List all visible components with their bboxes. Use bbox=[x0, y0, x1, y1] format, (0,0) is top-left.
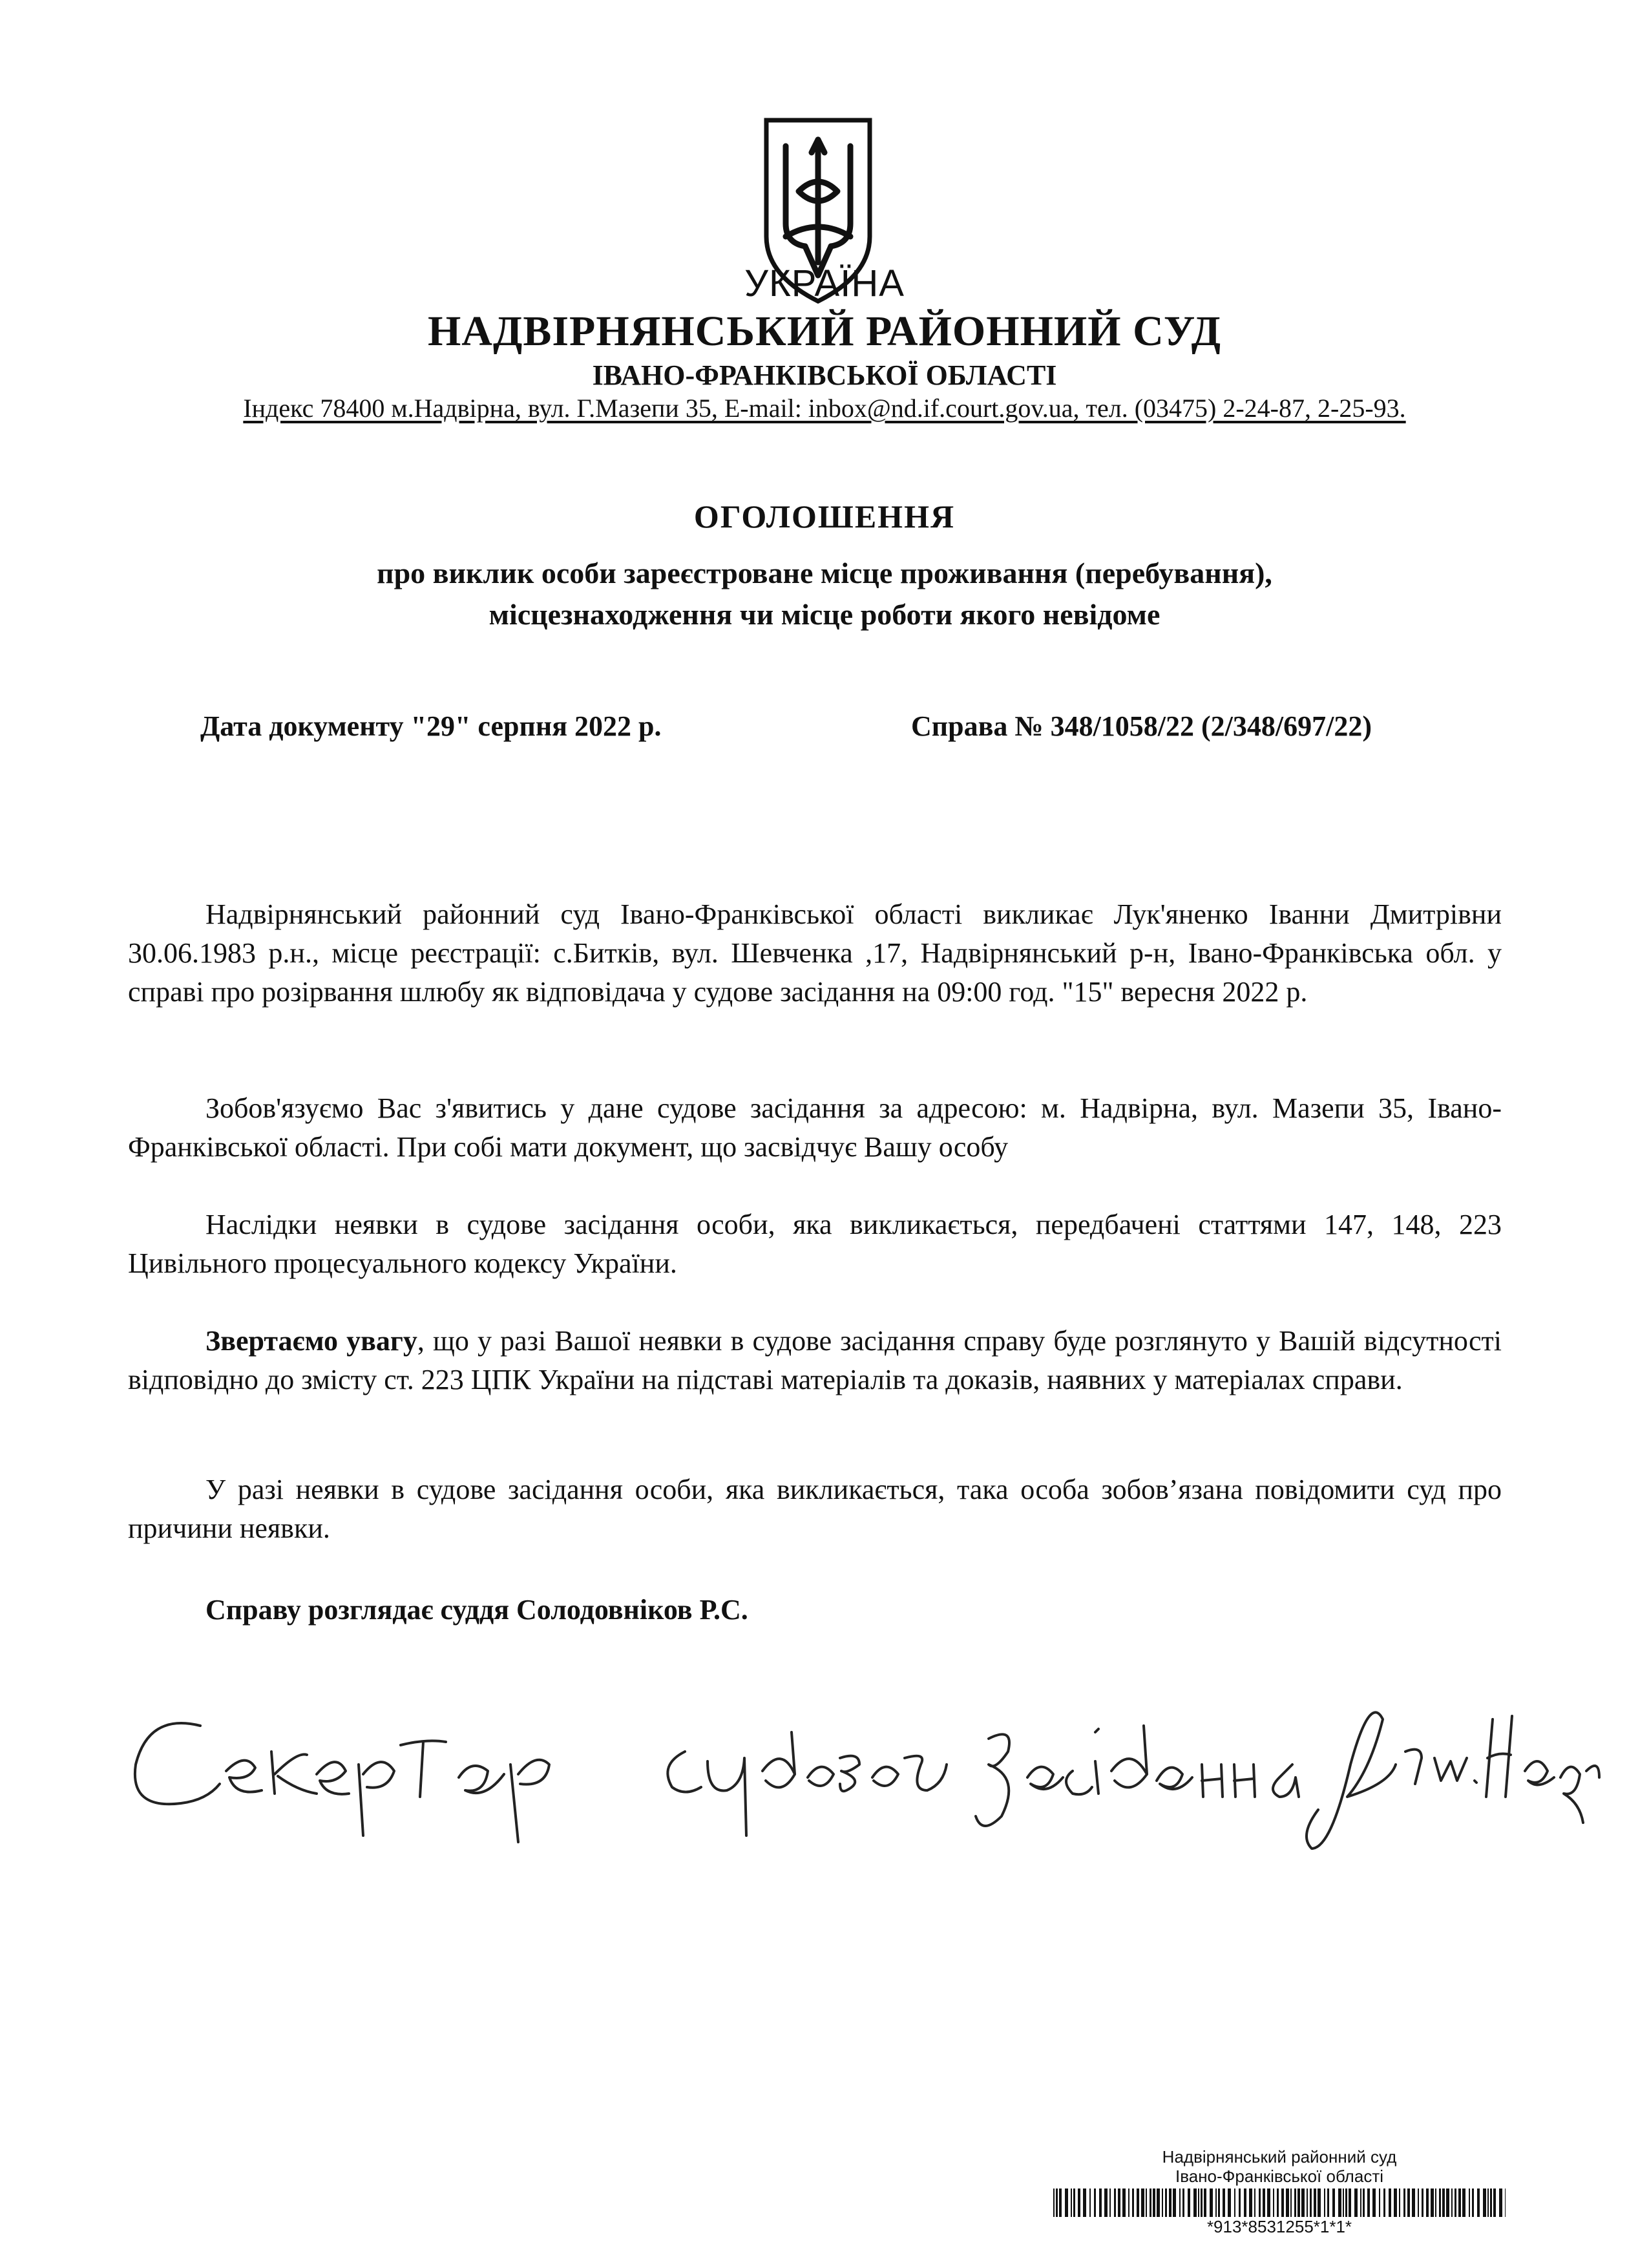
court-region: ІВАНО-ФРАНКІВСЬКОЇ ОБЛАСТІ bbox=[592, 359, 1057, 391]
court-contacts: Індекс 78400 м.Надвірна, вул. Г.Мазепи 35, E-mail: inbox@nd.if.court.gov.ua, тел. (03475) 2-24-87, 2-25-93. bbox=[243, 394, 1406, 423]
paragraph-obligation: Зобов'язуємо Вас з'явитись у дане судове засідання за адресою: м. Надвірна, вул. Мазепи 35, Івано-Франківської області. При собі мати документ, що засвідчує Вашу особу bbox=[128, 1092, 1502, 1163]
case-number: Справа № 348/1058/22 (2/348/697/22) bbox=[911, 710, 1372, 742]
barcode-number: *913*8531255*1*1* bbox=[1206, 2217, 1352, 2236]
judge-line: Справу розглядає суддя Солодовніков Р.С. bbox=[205, 1594, 748, 1626]
country-name: УКРАЇНА bbox=[744, 262, 905, 304]
paragraph-attention bbox=[128, 1322, 1502, 1399]
paragraph-consequences: Наслідки неявки в судове засідання особи, яка викликається, передбачені статтями 147, 148, 223 Цивільного процесуального кодексу України. bbox=[128, 1209, 1502, 1279]
attention-text: , що у разі Вашої неявки в судове засідання справу буде розглянуто у Вашій відсутності відповідно до змісту ст. 223 ЦПК України на підставі матеріалів та доказів, наявних у матеріалах справи. bbox=[128, 1325, 1502, 1395]
court-stamp bbox=[1047, 2147, 1512, 2186]
document-subtitle bbox=[0, 553, 1649, 635]
subtitle-line-2: місцезнаходження чи місце роботи якого невідоме bbox=[488, 598, 1161, 631]
document-title: ОГОЛОШЕННЯ bbox=[693, 498, 956, 535]
stamp-line-1: Надвірнянський районний суд bbox=[1162, 2147, 1397, 2167]
paragraph-notify: У разі неявки в судове засідання особи, яка викликається, така особа зобов’язана повідомити суд про причини неявки. bbox=[128, 1474, 1502, 1544]
document-date: Дата документу "29" серпня 2022 р. bbox=[200, 710, 662, 742]
court-name: НАДВІРНЯНСЬКИЙ РАЙОННИЙ СУД bbox=[427, 308, 1222, 355]
subtitle-line-1: про виклик особи зареєстроване місце проживання (перебування), bbox=[377, 556, 1272, 589]
attention-label: Звертаємо увагу bbox=[205, 1325, 417, 1357]
stamp-line-2: Івано-Франківської області bbox=[1175, 2167, 1384, 2186]
paragraph-summons: Надвірнянський районний суд Івано-Франківської області викликає Лук'яненко Іванни Дмитрівни 30.06.1983 р.н., місце реєстрації: с.Битків, вул. Шевченка ,17, Надвірнянський р-н, Івано-Франківська обл. у справі про розірвання шлюбу як відповідача у судове засідання на 09:00 год. "15" вересня 2022 р. bbox=[128, 898, 1502, 1008]
handwritten-signature bbox=[123, 1668, 1602, 1861]
barcode bbox=[1053, 2189, 1506, 2217]
